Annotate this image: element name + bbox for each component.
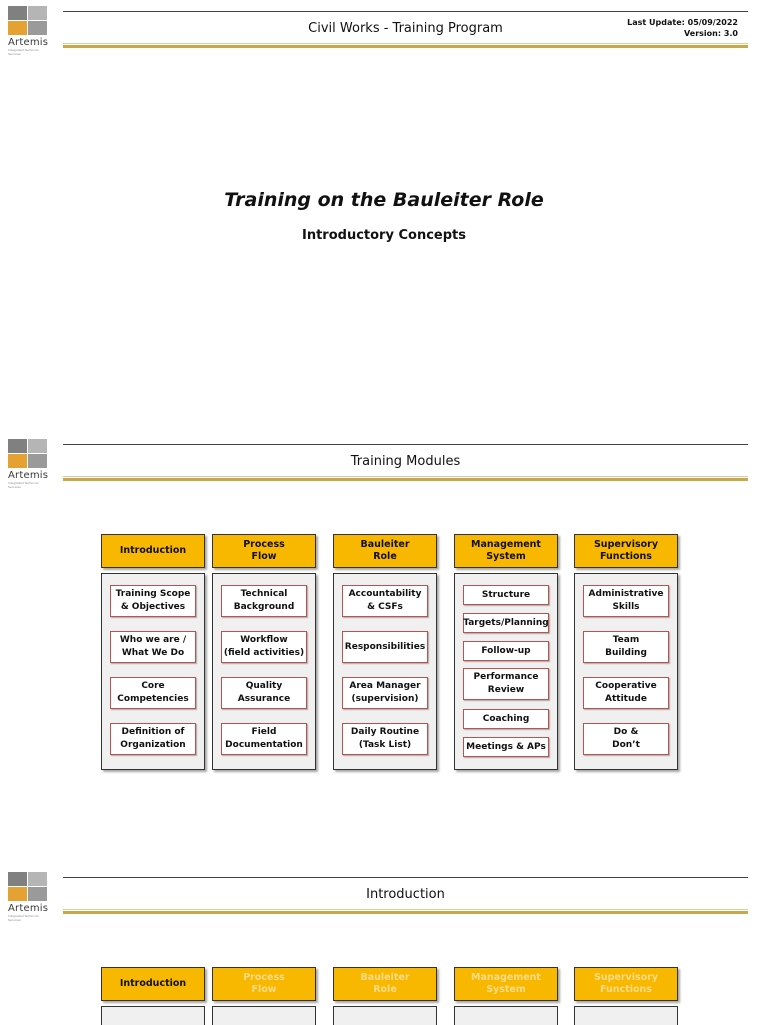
logo-tagline: Integrated Technical Services	[8, 48, 39, 56]
module-item: Administrative Skills	[583, 585, 669, 617]
header-title: Civil Works - Training Program	[308, 21, 503, 36]
section-title: Training Modules	[350, 454, 461, 469]
module-item: Cooperative Attitude	[583, 677, 669, 709]
header-rule-top	[63, 11, 748, 12]
module-header-management-system: Management System	[454, 534, 558, 568]
module-item: Follow-up	[463, 641, 549, 661]
module-header-management-system: Management System	[454, 967, 558, 1001]
module-header-supervisory-functions: Supervisory Functions	[574, 967, 678, 1001]
module-column-management-system	[454, 1006, 558, 1025]
module-item: Accountability & CSFs	[342, 585, 428, 617]
module-column-supervisory-functions	[574, 1006, 678, 1025]
module-column-bauleiter-role	[333, 573, 437, 770]
module-column-introduction	[101, 573, 205, 770]
header-rule-bottom	[63, 45, 748, 48]
module-item: Workflow (field activities)	[221, 631, 307, 663]
header-rule-bottom	[63, 911, 748, 914]
module-item: Targets/Planning	[463, 613, 549, 633]
module-item: Technical Background	[221, 585, 307, 617]
logo-mark	[8, 872, 48, 902]
module-item: Coaching	[463, 709, 549, 729]
page-subtitle: Introductory Concepts	[302, 228, 466, 243]
logo-text: Artemis	[8, 470, 49, 481]
module-item: Field Documentation	[221, 723, 307, 755]
module-item: Responsibilities	[342, 631, 428, 663]
header-rule-top	[63, 877, 748, 878]
version: Version: 3.0	[684, 29, 738, 38]
module-column-process-flow	[212, 573, 316, 770]
module-header-introduction: Introduction	[101, 534, 205, 568]
module-item: Core Competencies	[110, 677, 196, 709]
module-item: Definition of Organization	[110, 723, 196, 755]
module-column-bauleiter-role	[333, 1006, 437, 1025]
module-header-bauleiter-role: Bauleiter Role	[333, 534, 437, 568]
module-item: Area Manager (supervision)	[342, 677, 428, 709]
module-item: Do & Don’t	[583, 723, 669, 755]
module-item: Meetings & APs	[463, 737, 549, 757]
module-header-supervisory-functions: Supervisory Functions	[574, 534, 678, 568]
logo-tagline: Integrated Technical Services	[8, 481, 39, 489]
module-column-supervisory-functions	[574, 573, 678, 770]
artemis-logo	[8, 6, 50, 56]
header-meta	[627, 17, 738, 39]
module-item: Team Building	[583, 631, 669, 663]
module-item: Quality Assurance	[221, 677, 307, 709]
module-column-introduction	[101, 1006, 205, 1025]
module-item: Performance Review	[463, 668, 549, 700]
section-title: Introduction	[366, 887, 445, 902]
logo-tagline: Integrated Technical Services	[8, 914, 39, 922]
module-item: Daily Routine (Task List)	[342, 723, 428, 755]
logo-mark	[8, 6, 48, 36]
module-item: Structure	[463, 585, 549, 605]
module-item: Training Scope & Objectives	[110, 585, 196, 617]
logo-text: Artemis	[8, 37, 49, 48]
last-update: Last Update: 05/09/2022	[627, 18, 738, 27]
module-item: Who we are / What We Do	[110, 631, 196, 663]
module-header-process-flow: Process Flow	[212, 967, 316, 1001]
module-column-process-flow	[212, 1006, 316, 1025]
page-title: Training on the Bauleiter Role	[224, 189, 544, 211]
artemis-logo	[8, 439, 50, 489]
header-rule-bottom	[63, 478, 748, 481]
logo-mark	[8, 439, 48, 469]
module-header-process-flow: Process Flow	[212, 534, 316, 568]
logo-text: Artemis	[8, 903, 49, 914]
module-header-bauleiter-role: Bauleiter Role	[333, 967, 437, 1001]
header-rule-top	[63, 444, 748, 445]
module-header-introduction: Introduction	[101, 967, 205, 1001]
module-column-management-system	[454, 573, 558, 770]
artemis-logo	[8, 872, 50, 922]
